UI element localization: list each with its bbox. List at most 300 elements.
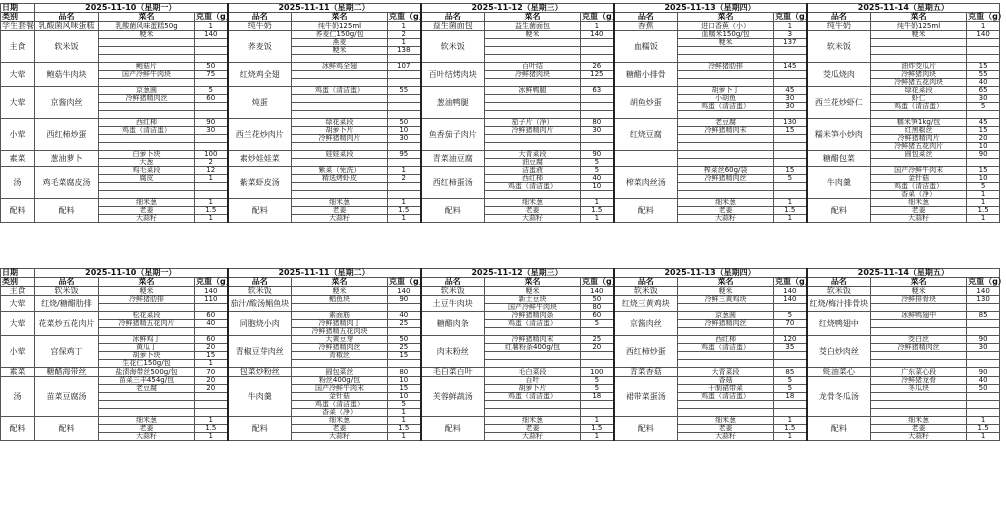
ingredient-weight [581,103,614,111]
ingredient-header: 菜名 [485,13,581,22]
category-cell: 大荤 [1,63,35,87]
ingredient-weight: 140 [967,31,1000,39]
ingredient-weight: 40 [581,175,614,183]
dish-name: 香蕉 [614,22,678,31]
ingredient-name: 老姜 [678,207,774,215]
ingredient-name: 鸡蛋（清洁蛋） [678,344,774,352]
dish-name: 百叶结烤肉块 [421,63,485,87]
ingredient-weight: 50 [195,63,228,71]
ingredient-name: 干制裙带菜 [678,385,774,393]
dish-name: 配料 [228,417,292,441]
ingredient-name: 青椒丝 [292,352,388,360]
ingredient-name: 腐皮 [99,175,195,183]
dish-name: 素炒娃娃菜 [228,151,292,167]
ingredient-name: 大蒜籽 [292,433,388,441]
ingredient-name: 老姜 [292,425,388,433]
ingredient-weight: 5 [581,167,614,175]
ingredient-name: 国产冷鲜牛肉末 [871,167,967,175]
ingredient-name: 香菜（净） [871,191,967,199]
dish-name: 鱼香茄子肉片 [421,119,485,151]
ingredient-name: 虾仁 [871,95,967,103]
day-date: 2025-11-10 [85,3,137,12]
dish-name: 纯牛奶 [228,22,292,31]
category-cell: 素菜 [1,368,35,377]
ingredient-weight: 5 [581,385,614,393]
ingredient-weight: 90 [967,336,1000,344]
ingredient-name: 冷鲜三黄鸡块 [678,296,774,304]
day-date: 2025-11-13 [664,3,716,12]
ingredient-weight: 90 [581,151,614,159]
ingredient-name: 西红柿 [99,119,195,127]
dish-name: 配料 [421,417,485,441]
ingredient-weight: 5 [388,401,421,409]
ingredient-name: 冰鲜鸭腿 [485,87,581,95]
ingredient-weight: 5 [774,175,807,183]
ingredient-weight: 1.5 [774,207,807,215]
day-heading: 2025-11-12（星期三） [421,269,614,278]
ingredient-weight: 30 [774,95,807,103]
ingredient-header: 菜名 [678,13,774,22]
dish-name: 糖醋海带丝 [35,368,99,377]
ingredient-weight: 5 [581,320,614,328]
day-date: 2025-11-13 [664,268,716,277]
ingredient-weight: 50 [581,296,614,304]
ingredient-weight: 30 [195,127,228,135]
ingredient-header: 菜名 [99,13,195,22]
ingredient-weight: 60 [195,312,228,320]
ingredient-weight: 1.5 [967,425,1000,433]
day-weekday: 星期五 [916,3,941,12]
ingredient-name: 胡萝卜块 [99,352,195,360]
ingredient-weight: 1 [967,433,1000,441]
ingredient-name: 益生菌面包 [485,22,581,31]
ingredient-weight [967,401,1000,409]
ingredient-name: 细米葱 [871,199,967,207]
ingredient-name: 粳米 [485,287,581,296]
dish-name: 西兰花炒虾仁 [807,87,871,119]
category-cell: 学生套餐 [2,21,34,30]
dish-name: 糖醋肉条 [421,312,485,336]
ingredient-name: 粳米 [678,287,774,296]
dish-name: 京酱肉丝 [35,87,99,119]
dish-name: 红烧鸡全翅 [228,63,292,87]
dish-name: 土豆牛肉块 [421,296,485,312]
ingredient-weight: 20 [967,135,1000,143]
ingredient-name [99,401,195,409]
dish-header: 品名 [421,13,485,22]
ingredient-weight: 1 [967,199,1000,207]
ingredient-weight [967,39,1000,47]
category-cell: 主食 [1,287,35,296]
ingredient-weight [967,393,1000,401]
dish-name: 软米饭 [35,287,99,296]
ingredient-weight: 20 [195,344,228,352]
ingredient-weight: 5 [967,183,1000,191]
ingredient-weight: 65 [967,87,1000,95]
ingredient-name: 老姜 [871,207,967,215]
ingredient-weight: 35 [774,344,807,352]
ingredient-name [871,39,967,47]
dish-name: 紫菜虾皮汤 [228,167,292,199]
ingredient-weight: 70 [774,320,807,328]
ingredient-name [99,47,195,55]
ingredient-weight: 1.5 [581,425,614,433]
dish-header: 品名 [421,278,485,287]
ingredient-name: 黄瓜丁 [99,344,195,352]
ingredient-weight: 15 [388,352,421,360]
ingredient-name: 粳米 [485,31,581,39]
ingredient-weight: 15 [195,352,228,360]
ingredient-weight: 1 [195,215,228,223]
ingredient-name [871,360,967,368]
day-date: 2025-11-11 [278,268,330,277]
ingredient-header: 菜名 [292,13,388,22]
ingredient-weight: 30 [581,127,614,135]
dish-name: 茭白炒肉丝 [807,336,871,368]
day-date: 2025-11-12 [471,3,523,12]
ingredient-weight: 90 [967,151,1000,159]
ingredient-weight: 1 [195,175,228,183]
ingredient-name: 老姜 [292,207,388,215]
ingredient-name: 精选烤虾皮 [292,175,388,183]
ingredient-weight: 1 [967,22,1000,31]
dish-header: 品名 [614,278,678,287]
ingredient-weight: 1 [388,433,421,441]
dish-name: 软米饭 [35,31,99,63]
ingredient-weight: 50 [388,336,421,344]
ingredient-name: 冷鲜猪精五花肉块 [292,328,388,336]
ingredient-weight: 140 [774,296,807,304]
ingredient-name: 圆包菜丝 [871,151,967,159]
ingredient-header: 菜名 [485,278,581,287]
day-heading: 2025-11-10（星期一） [35,4,228,13]
day-heading: 2025-11-14（星期五） [807,269,1000,278]
ingredient-weight: 30 [967,95,1000,103]
dish-name: 葱油萝卜 [35,151,99,167]
ingredient-weight: 45 [967,119,1000,127]
dish-name: 配料 [421,199,485,223]
dish-header: 品名 [35,13,99,22]
dish-name: 纯牛奶 [807,22,871,31]
ingredient-name: 白萝卜块 [99,151,195,159]
ingredient-name: 新土豆块 [485,296,581,304]
ingredient-weight: 30 [774,103,807,111]
ingredient-name: 大蒜籽 [485,215,581,223]
ingredient-weight [195,39,228,47]
dish-name: 糖醋包菜 [807,151,871,167]
category-header: 类别 [1,278,35,287]
ingredient-name: 冷鲜猪五花肉片 [871,143,967,151]
ingredient-weight: 1 [581,199,614,207]
ingredient-name: 荞麦仁150g/包 [292,31,388,39]
dish-name: 苗菜豆腐汤 [35,377,99,417]
ingredient-weight: 110 [195,296,228,304]
ingredient-weight: 1 [967,191,1000,199]
ingredient-weight: 1 [388,39,421,47]
dish-name: 鲍菇牛肉块 [35,63,99,87]
ingredient-name: 大青菜段 [678,368,774,377]
ingredient-weight [388,71,421,79]
ingredient-weight [195,47,228,55]
ingredient-name [678,71,774,79]
ingredient-name: 鲍菇片 [99,63,195,71]
dish-name: 软米饭 [807,287,871,296]
ingredient-weight: 25 [388,344,421,352]
dish-name: 配料 [35,417,99,441]
ingredient-weight [967,360,1000,368]
ingredient-name [871,393,967,401]
ingredient-weight: 1 [195,417,228,425]
ingredient-weight: 107 [388,63,421,71]
ingredient-name: 大青菜段 [485,151,581,159]
category-cell: 小荤 [1,119,35,151]
ingredient-name: 冷鲜猪精五花肉片 [99,320,195,328]
ingredient-name: 粳米 [292,47,388,55]
ingredient-weight: 18 [581,393,614,401]
ingredient-weight: 5 [774,385,807,393]
dish-name: 牛肉羹 [228,377,292,417]
day-heading: 2025-11-12（星期三） [421,4,614,13]
ingredient-weight: 15 [774,167,807,175]
ingredient-name: 老豆腐 [678,119,774,127]
ingredient-name: 粳米 [871,287,967,296]
ingredient-name: 冷鲜猪精肉片 [485,127,581,135]
ingredient-name: 大蒜籽 [99,215,195,223]
ingredient-name: 冷鲜猪精肉丝 [99,95,195,103]
dish-name: 软米饭 [421,31,485,63]
ingredient-name: 大蒜籽 [871,215,967,223]
ingredient-weight: 140 [581,31,614,39]
ingredient-name: 冷鲜猪精肉片 [871,135,967,143]
day-weekday: 星期三 [530,268,555,277]
ingredient-name: 冷鲜猪精肉末 [485,336,581,344]
dish-name: 花菜炒五花肉片 [35,312,99,336]
dish-name: 龙骨冬瓜汤 [807,377,871,417]
ingredient-name: 老豆腐 [99,385,195,393]
ingredient-weight: 90 [967,368,1000,377]
dish-name: 包菜炒粉丝 [228,368,292,377]
ingredient-name: 娃娃菜段 [292,151,388,159]
ingredient-name: 冷鲜猪精肉丝 [871,344,967,352]
category-cell: 配料 [1,199,35,223]
dish-header: 品名 [807,13,871,22]
ingredient-name: 冷鲜排骨块 [871,296,967,304]
day-heading: 2025-11-11（星期二） [228,269,421,278]
ingredient-weight: 130 [967,296,1000,304]
ingredient-name: 糯米笋1kg/包 [871,119,967,127]
dish-header: 品名 [228,13,292,22]
ingredient-weight: 5 [774,312,807,320]
ingredient-weight: 10 [388,127,421,135]
ingredient-name: 细米葱 [485,199,581,207]
category-cell: 配料 [1,417,35,441]
dish-name: 西红柿炒蛋 [614,336,678,368]
ingredient-weight: 125 [581,71,614,79]
dish-name: 红烧鸭翅中 [807,312,871,336]
ingredient-name: 冷鲜猪精肉丝 [678,175,774,183]
category-cell: 汤 [1,167,35,199]
menu-table-week-a [0,3,1006,223]
ingredient-weight: 50 [967,385,1000,393]
ingredient-name: 毛白菜段 [485,368,581,377]
ingredient-weight: 1 [388,215,421,223]
dish-name: 配料 [614,199,678,223]
ingredient-name [485,135,581,143]
ingredient-weight: 90 [195,119,228,127]
dish-name: 青菜香菇 [614,368,678,377]
dish-name: 配料 [35,199,99,223]
ingredient-weight: 75 [195,71,228,79]
ingredient-weight: 1.5 [581,207,614,215]
ingredient-weight: 10 [581,183,614,191]
dish-name: 芙蓉鲜蔬汤 [421,377,485,417]
dish-header: 品名 [614,13,678,22]
ingredient-weight: 120 [774,336,807,344]
ingredient-header: 菜名 [678,278,774,287]
dish-name: 毛白菜百叶 [421,368,485,377]
ingredient-name: 盐渍海带丝500g/包 [99,368,195,377]
ingredient-name: 胡萝卜片 [485,385,581,393]
ingredient-name: 粳米 [99,31,195,39]
ingredient-name: 鸡蛋（清洁蛋） [292,401,388,409]
category-cell: 汤 [1,377,35,417]
ingredient-name: 冷鲜猪精肉末 [678,127,774,135]
ingredient-weight [195,393,228,401]
ingredient-weight: 1 [388,417,421,425]
ingredient-name: 细米葱 [485,417,581,425]
ingredient-name: 细米葱 [678,199,774,207]
ingredient-weight: 40 [967,79,1000,87]
ingredient-weight: 60 [195,95,228,103]
day-weekday: 星期一 [144,3,169,12]
ingredient-name [678,47,774,55]
ingredient-name: 燕麦 [292,39,388,47]
ingredient-name: 大蒜籽 [871,433,967,441]
ingredient-weight: 1 [581,417,614,425]
ingredient-weight [774,183,807,191]
dish-name: 葱油鸭腿 [421,87,485,119]
ingredient-weight [581,135,614,143]
ingredient-name [871,47,967,55]
ingredient-weight [774,151,807,159]
ingredient-weight: 80 [388,368,421,377]
ingredient-name: 老姜 [678,425,774,433]
ingredient-weight: 26 [581,63,614,71]
ingredient-weight: 1 [581,215,614,223]
ingredient-weight: 1.5 [195,425,228,433]
ingredient-name: 粉丝400g/包 [292,377,388,385]
ingredient-weight: 80 [581,119,614,127]
ingredient-weight: 85 [774,368,807,377]
ingredient-name [678,401,774,409]
day-date: 2025-11-11 [278,3,330,12]
dish-name: 胡鱼炒蛋 [614,87,678,119]
ingredient-weight: 60 [581,312,614,320]
ingredient-name: 百叶结 [485,63,581,71]
ingredient-weight: 100 [581,368,614,377]
ingredient-weight [774,47,807,55]
ingredient-name: 老姜 [871,425,967,433]
ingredient-name: 细米葱 [871,417,967,425]
ingredient-weight: 140 [581,287,614,296]
dish-name [614,151,678,167]
ingredient-weight: 1 [195,360,228,368]
ingredient-weight: 5 [195,87,228,95]
ingredient-weight: 15 [967,127,1000,135]
ingredient-name: 小胡鱼 [678,95,774,103]
dish-header: 品名 [35,278,99,287]
ingredient-name: 老姜 [485,207,581,215]
ingredient-weight [967,352,1000,360]
day-date: 2025-11-12 [471,268,523,277]
ingredient-name: 苗菜三丰454g/包 [99,377,195,385]
ingredient-weight: 40 [388,312,421,320]
ingredient-name: 香菜（净） [292,409,388,417]
weight-header: 克重（g） [775,12,813,21]
ingredient-name: 老姜 [99,207,195,215]
ingredient-name: 细米葱 [99,199,195,207]
ingredient-name [678,135,774,143]
ingredient-name: 绿花菜段 [292,119,388,127]
day-weekday: 星期二 [337,268,362,277]
ingredient-weight: 1 [774,215,807,223]
ingredient-name: 冷鲜猪精肉丁 [292,320,388,328]
category-cell: 素菜 [1,151,35,167]
ingredient-weight [195,103,228,111]
ingredient-name: 京葱圆 [678,312,774,320]
dish-name: 软米饭 [807,31,871,63]
ingredient-name: 广东菜心段 [871,368,967,377]
ingredient-weight: 90 [388,296,421,304]
ingredient-name: 鲳鱼块 [292,296,388,304]
category-header: 类别 [1,13,35,22]
ingredient-name: 油豆腐 [485,159,581,167]
ingredient-weight: 130 [774,119,807,127]
date-label: 日期 [1,4,35,13]
ingredient-weight: 63 [581,87,614,95]
ingredient-name [485,401,581,409]
ingredient-name: 胡萝卜丁 [678,87,774,95]
ingredient-weight: 25 [388,320,421,328]
dish-name: 配料 [228,199,292,223]
ingredient-name: 鸡蛋（清洁蛋） [871,183,967,191]
ingredient-weight [388,95,421,103]
ingredient-weight [774,135,807,143]
ingredient-name: 冷鲜猪肉块 [485,71,581,79]
ingredient-name: 香菇 [678,377,774,385]
ingredient-name: 胡萝卜片 [292,127,388,135]
ingredient-name [485,360,581,368]
dish-name: 裙带菜蛋汤 [614,377,678,417]
ingredient-name: 粳米 [871,31,967,39]
ingredient-name: 京葱圆 [99,87,195,95]
ingredient-weight: 1.5 [388,207,421,215]
date-label: 日期 [1,269,35,278]
dish-name: 红烧/梅汁排骨块 [807,296,871,312]
ingredient-name: 国产冷鲜牛肉块 [99,71,195,79]
ingredient-weight: 1 [195,433,228,441]
ingredient-header: 菜名 [99,278,195,287]
ingredient-name: 大黄豆芽 [292,336,388,344]
ingredient-weight: 1 [388,409,421,417]
ingredient-name: 绿花菜段 [871,87,967,95]
weight-header: 克重（g） [196,12,234,21]
ingredient-name: 国产冷鲜牛肉块 [485,304,581,312]
ingredient-weight: 80 [581,304,614,312]
day-heading: 2025-11-10（星期一） [35,269,228,278]
weight-header: 克重（g） [968,277,1006,286]
ingredient-weight: 140 [195,287,228,296]
